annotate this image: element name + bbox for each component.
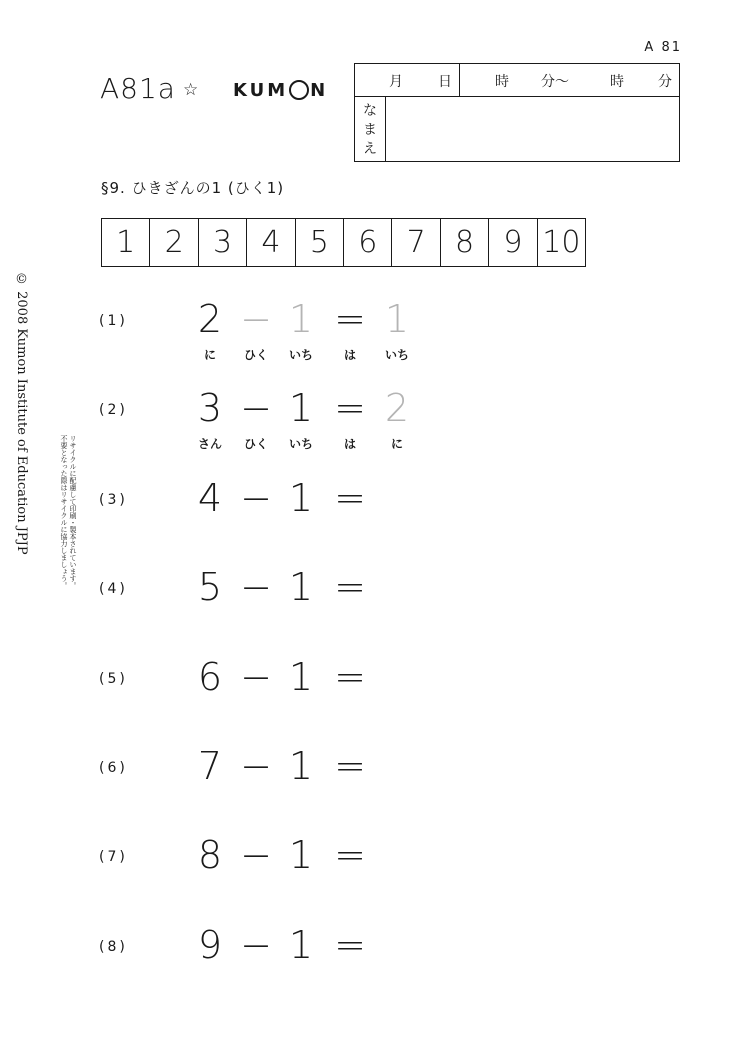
- hour2-label: 時: [610, 74, 624, 90]
- problem-number: (4): [99, 581, 128, 597]
- info-box: [354, 63, 680, 162]
- reading: いち: [288, 348, 314, 362]
- copyright-notice: © 2008 Kumon Institute of Education JPJP: [14, 272, 29, 555]
- subtrahend: 1: [288, 923, 314, 967]
- subtrahend: 1: [288, 833, 314, 877]
- subtrahend: 1: [288, 297, 314, 341]
- problem-row: [0, 297, 744, 367]
- number-cell: 4: [247, 219, 295, 266]
- number-strip: [101, 218, 586, 267]
- minuend: 6: [197, 655, 223, 699]
- number-cell: 3: [199, 219, 247, 266]
- name-divider: [385, 97, 386, 161]
- equals-sign: =: [334, 744, 366, 788]
- problem-number: (7): [99, 849, 128, 865]
- number-cell: 9: [489, 219, 537, 266]
- star-icon: ☆: [183, 80, 199, 100]
- minus-sign: −: [240, 386, 272, 430]
- date-divider: [459, 64, 460, 97]
- problem-row: [0, 476, 744, 546]
- number-cell: 7: [392, 219, 440, 266]
- name-field[interactable]: [387, 98, 677, 160]
- minus-sign: −: [240, 565, 272, 609]
- minuend: 7: [197, 744, 223, 788]
- minus-sign: −: [240, 833, 272, 877]
- equals-sign: =: [334, 833, 366, 877]
- problem-number: (3): [99, 492, 128, 508]
- problem-row: [0, 923, 744, 993]
- minuend: 3: [197, 386, 223, 430]
- problem-number: (5): [99, 671, 128, 687]
- reading: ひく: [243, 348, 269, 362]
- minute2-label: 分: [658, 74, 672, 90]
- sheet-title: A81a: [100, 72, 176, 105]
- section-heading: §9. ひきざんの1 (ひく1): [101, 179, 285, 197]
- reading: に: [203, 348, 217, 362]
- subtrahend: 1: [288, 655, 314, 699]
- brand-right: N: [310, 80, 329, 101]
- minus-sign: −: [240, 476, 272, 520]
- reading: さん: [197, 437, 223, 451]
- minuend: 5: [197, 565, 223, 609]
- equals-sign: =: [334, 476, 366, 520]
- equals-sign: =: [334, 297, 366, 341]
- minuend: 2: [197, 297, 223, 341]
- problem-row: [0, 565, 744, 635]
- minus-sign: −: [240, 744, 272, 788]
- subtrahend: 1: [288, 476, 314, 520]
- problem-row: [0, 655, 744, 725]
- minute-label: 分〜: [541, 74, 569, 90]
- month-label: 月: [389, 74, 403, 90]
- problem-number: (1): [99, 313, 128, 329]
- reading: いち: [288, 437, 314, 451]
- minus-sign: −: [240, 655, 272, 699]
- minus-sign: −: [240, 923, 272, 967]
- minuend: 4: [197, 476, 223, 520]
- subtrahend: 1: [288, 386, 314, 430]
- equals-sign: =: [334, 655, 366, 699]
- name-label: なまえ: [363, 103, 377, 157]
- problem-number: (2): [99, 402, 128, 418]
- number-cell: 5: [296, 219, 344, 266]
- number-cell: 1: [102, 219, 150, 266]
- brand-left: KUM: [233, 80, 289, 101]
- date-time-row: [355, 64, 679, 97]
- number-cell: 10: [542, 225, 581, 260]
- minuend: 9: [197, 923, 223, 967]
- subtrahend: 1: [288, 744, 314, 788]
- kumon-logo: [233, 80, 328, 101]
- equals-sign: =: [334, 386, 366, 430]
- problem-row: [0, 386, 744, 456]
- reading: ひく: [243, 437, 269, 451]
- page-code: A 81: [644, 40, 682, 55]
- equals-sign: =: [334, 565, 366, 609]
- day-label: 日: [438, 74, 452, 90]
- reading: は: [343, 437, 357, 451]
- problem-number: (8): [99, 939, 128, 955]
- recycle-line: リサイクルに配慮して印刷・製本されています。: [69, 435, 77, 589]
- reading: いち: [384, 348, 410, 362]
- number-cell: 2: [150, 219, 198, 266]
- number-cell: 6: [344, 219, 392, 266]
- brand-o-circle: [289, 80, 309, 100]
- recycle-line: 不要となった際はリサイクルに協力しましょう。: [60, 435, 68, 589]
- problem-number: (6): [99, 760, 128, 776]
- subtrahend: 1: [288, 565, 314, 609]
- problem-row: [0, 744, 744, 814]
- minus-sign: −: [240, 297, 272, 341]
- reading: は: [343, 348, 357, 362]
- number-cell: 8: [441, 219, 489, 266]
- problem-row: [0, 833, 744, 903]
- reading: に: [390, 437, 404, 451]
- answer-trace[interactable]: 2: [384, 386, 410, 430]
- hour-label: 時: [495, 74, 509, 90]
- minuend: 8: [197, 833, 223, 877]
- answer-trace[interactable]: 1: [384, 297, 410, 341]
- equals-sign: =: [334, 923, 366, 967]
